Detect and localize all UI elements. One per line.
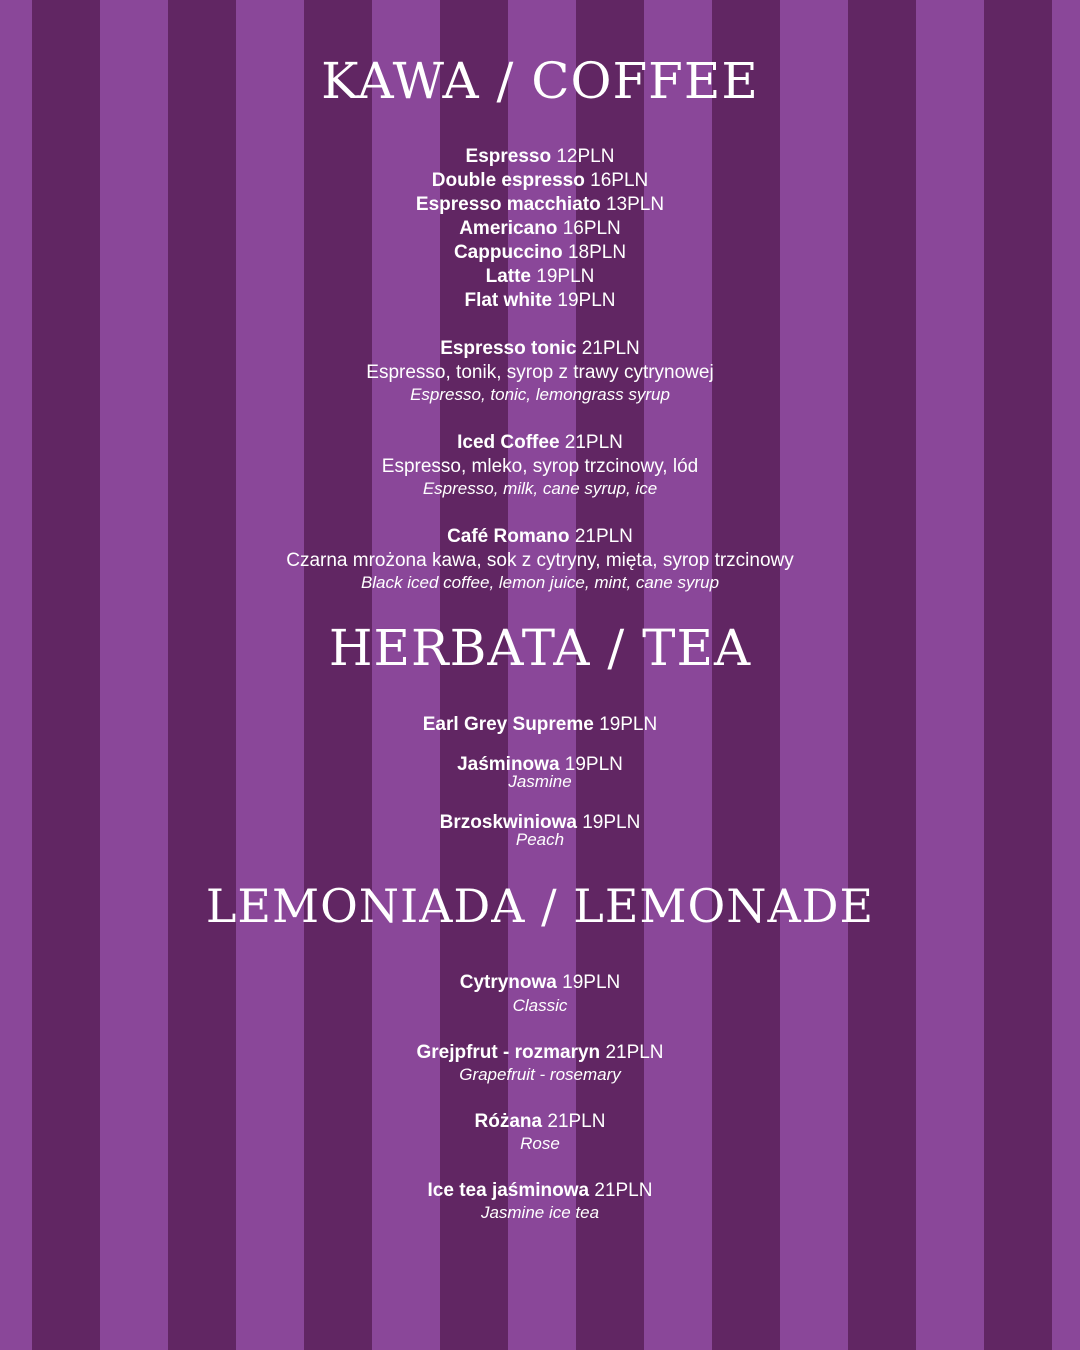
item-name: Cytrynowa — [459, 972, 557, 993]
item-name: Americano — [459, 218, 558, 239]
item-name: Jaśminowa — [457, 754, 560, 775]
item-description-en: Espresso, tonic, lemongrass syrup — [410, 385, 670, 404]
item-description-pl: Espresso, tonik, syrop z trawy cytrynowej — [366, 362, 714, 383]
item-price: 16PLN — [590, 170, 649, 191]
item-price: 21PLN — [605, 1042, 664, 1063]
menu-item — [0, 339, 1080, 358]
item-price: 21PLN — [581, 338, 640, 359]
item-name: Grejpfrut - rozmaryn — [416, 1042, 601, 1063]
item-price: 19PLN — [557, 290, 616, 311]
menu-item — [0, 243, 1080, 262]
menu-item — [0, 267, 1080, 286]
coffee-heading: KAWA / COFFEE — [321, 52, 759, 110]
item-name: Café Romano — [447, 526, 570, 547]
item-name: Ice tea jaśminowa — [427, 1180, 590, 1201]
item-name: Espresso — [465, 146, 552, 167]
item-name: Cappuccino — [453, 242, 563, 263]
item-price: 21PLN — [547, 1111, 606, 1132]
menu-item — [0, 433, 1080, 452]
menu-item — [0, 1181, 1080, 1200]
item-price: 19PLN — [536, 266, 595, 287]
item-price: 12PLN — [556, 146, 615, 167]
item-price: 21PLN — [574, 526, 633, 547]
item-price: 21PLN — [594, 1180, 653, 1201]
item-description-en: Grapefruit - rosemary — [459, 1065, 621, 1084]
item-name: Double espresso — [431, 170, 585, 191]
item-price: 19PLN — [562, 972, 621, 993]
item-description-en: Jasmine — [508, 772, 572, 791]
item-price: 18PLN — [567, 242, 627, 263]
item-name: Espresso tonic — [440, 338, 577, 359]
item-name: Espresso macchiato — [415, 194, 601, 215]
menu-item — [0, 219, 1080, 238]
item-description-en: Jasmine ice tea — [480, 1203, 600, 1222]
item-price: 19PLN — [599, 714, 658, 735]
item-name: Iced Coffee — [457, 432, 560, 453]
menu-item — [0, 1112, 1080, 1131]
item-price: 13PLN — [605, 194, 665, 215]
item-description-pl: Espresso, mleko, syrop trzcinowy, lód — [381, 456, 699, 477]
item-description-pl: Czarna mrożona kawa, sok z cytryny, mięta, syrop trzcinowy — [286, 550, 794, 571]
item-name: Earl Grey Supreme — [422, 714, 594, 735]
menu-item — [0, 195, 1080, 214]
item-price: 19PLN — [582, 812, 641, 833]
menu-item — [0, 715, 1080, 734]
menu-item — [0, 171, 1080, 190]
item-name: Latte — [485, 266, 531, 287]
menu-item — [0, 1043, 1080, 1062]
item-name: Różana — [474, 1111, 543, 1132]
item-description-en: Rose — [520, 1134, 560, 1153]
item-description-en: Classic — [512, 996, 568, 1015]
menu-item — [0, 291, 1080, 310]
item-description-en: Black iced coffee, lemon juice, mint, cane syrup — [360, 573, 720, 592]
item-description-en: Peach — [515, 830, 565, 849]
lemonade-heading: LEMONIADA / LEMONADE — [205, 879, 875, 933]
item-name: Brzoskwiniowa — [439, 812, 577, 833]
item-price: 19PLN — [564, 754, 623, 775]
item-description-en: Espresso, milk, cane syrup, ice — [422, 479, 658, 498]
item-price: 21PLN — [564, 432, 623, 453]
menu-item — [0, 527, 1080, 546]
tea-heading: HERBATA / TEA — [328, 619, 752, 677]
item-price: 16PLN — [562, 218, 621, 239]
item-name: Flat white — [464, 290, 553, 311]
menu-item — [0, 973, 1080, 992]
menu-item — [0, 147, 1080, 166]
